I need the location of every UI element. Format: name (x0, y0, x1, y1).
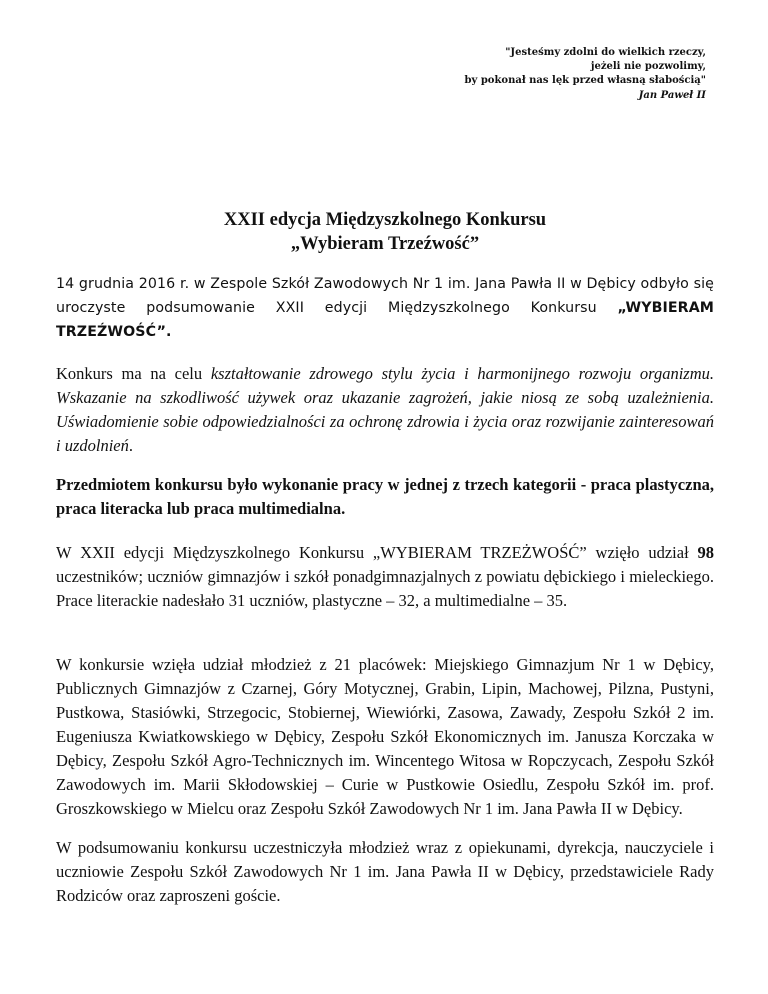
subject-paragraph: Przedmiotem konkursu było wykonanie pracy w jednej z trzech kategorii - praca plastyczna, praca literacka lub praca multimedialna. (56, 475, 714, 518)
title-line-2: „Wybieram Trzeźwość” (290, 234, 480, 254)
goals-suffix: . (128, 436, 133, 455)
participants-paragraph (56, 541, 714, 613)
document-title (80, 208, 690, 256)
motto-author: Jan Paweł II (638, 90, 706, 101)
contest-name: „WYBIERAM TRZEŹWOŚĆ”. (56, 300, 714, 340)
motto-line-1: "Jesteśmy zdolni do wielkich rzeczy, (505, 47, 706, 58)
motto-quote (386, 46, 706, 103)
motto-line-2: jeżeli nie pozwolimy, (590, 61, 706, 72)
goals-text: kształtowanie zdrowego stylu życia i harmonijnego rozwoju organizmu. Wskazanie na szkodliwość używek oraz ukazanie zagrożeń, jakie niosą ze sobą uzależnienia. Uświadomienie sobie odpowiedzialności za ochronę zdrowia i życia oraz rozwijanie zainteresowań i uzdolnień (56, 364, 714, 455)
participants-before: W XXII edycji Międzyszkolnego Konkursu „WYBIERAM TRZEŻWOŚĆ” wzięło udział (56, 543, 698, 562)
participants-count: 98 (697, 543, 714, 562)
intro-paragraph (56, 272, 714, 344)
intro-text: 14 grudnia 2016 r. w Zespole Szkół Zawodowych Nr 1 im. Jana Pawła II w Dębicy odbyło się uroczyste podsumowanie XXII edycji Międzyszkolnego Konkursu (56, 276, 714, 316)
summary-paragraph: W podsumowaniu konkursu uczestniczyła młodzież wraz z opiekunami, dyrekcja, nauczyciele i uczniowie Zespołu Szkół Zawodowych Nr 1 im. Jana Pawła II w Dębicy, przedstawiciele Rady Rodziców oraz zaproszeni goście. (56, 838, 714, 905)
goals-paragraph (56, 362, 714, 458)
title-line-1: XXII edycja Międzyszkolnego Konkursu (223, 210, 547, 230)
motto-line-3: by pokonał nas lęk przed własną słabością" (464, 75, 706, 86)
schools-paragraph: W konkursie wzięła udział młodzież z 21 placówek: Miejskiego Gimnazjum Nr 1 w Dębicy, Publicznych Gimnazjów z Czarnej, Góry Motycznej, Grabin, Lipin, Machowej, Pilzna, Pustyni, Pustkowa, Stasiówki, Strzegocic, Stobiernej, Wiewiórki, Zasowa, Zawady, Zespołu Szkół 2 im. Eugeniusza Kwiatkowskiego w Dębicy, Zespołu Szkół Ekonomicznych im. Janusza Korczaka w Dębicy, Zespołu Szkół Agro-Technicznych im. Wincentego Witosa w Ropczycach, Zespołu Szkół Zawodowych im. Marii Skłodowskiej – Curie w Pustkowie Osiedlu, Zespołu Szkół im. prof. Groszkowskiego w Mielcu oraz Zespołu Szkół Zawodowych Nr 1 im. Jana Pawła II w Dębicy. (56, 655, 714, 818)
goals-prefix: Konkurs ma na celu (56, 364, 211, 383)
participants-after: uczestników; uczniów gimnazjów i szkół ponadgimnazjalnych z powiatu dębickiego i mieleckiego. Prace literackie nadesłało 31 uczniów, plastyczne – 32, a multimedialne – 35. (56, 567, 714, 610)
